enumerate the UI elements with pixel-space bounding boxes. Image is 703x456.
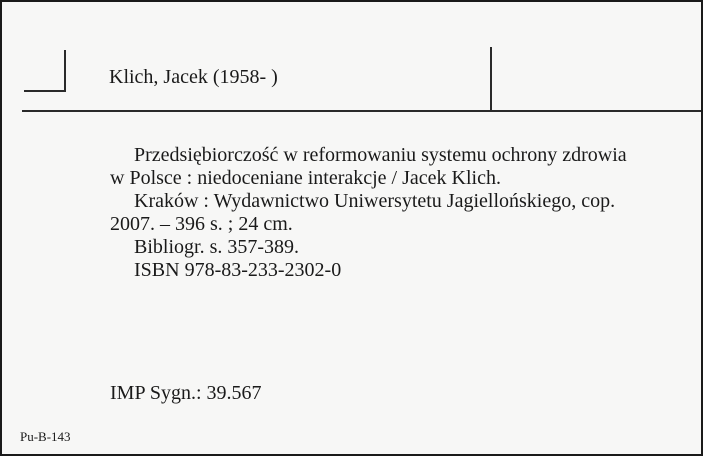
- card-body: [110, 144, 630, 282]
- corner-mark-vertical: [64, 50, 66, 92]
- publication-statement: Kraków : Wydawnictwo Uniwersytetu Jagiellońskiego, cop. 2007. – 396 s. ; 24 cm.: [110, 190, 616, 235]
- bibliography-note: Bibliogr. s. 357-389.: [134, 236, 300, 258]
- corner-mark-horizontal: [24, 90, 66, 92]
- title-statement: Przedsiębiorczość w reformowaniu systemu ochrony zdrowia w Polsce : niedoceniane interakcje / Jacek Klich.: [110, 144, 627, 189]
- isbn-number: ISBN 978-83-233-2302-0: [134, 259, 342, 281]
- header-divider-horizontal: [22, 110, 701, 112]
- call-number: IMP Sygn.: 39.567: [110, 382, 262, 404]
- author-heading: Klich, Jacek (1958- ): [109, 66, 278, 88]
- card-code: Pu-B-143: [20, 429, 71, 444]
- header-divider-vertical: [490, 47, 492, 111]
